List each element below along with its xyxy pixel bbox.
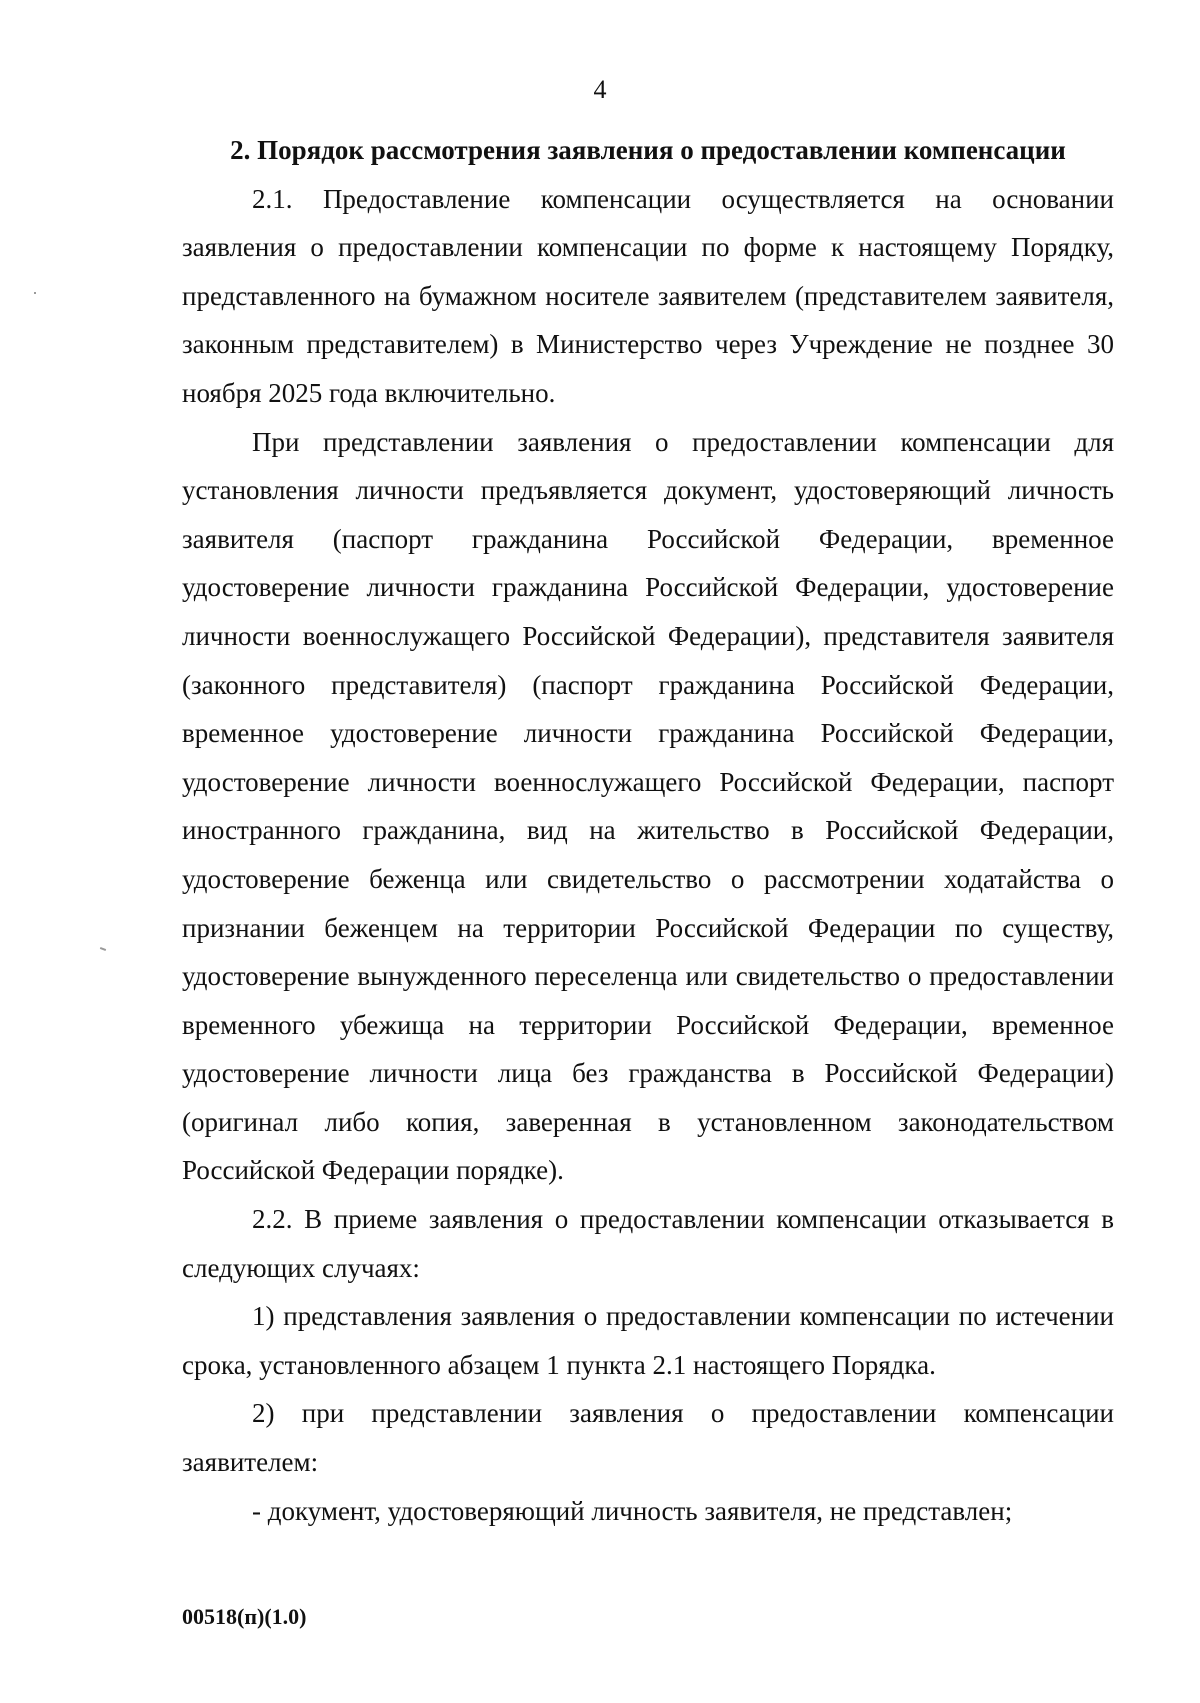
list-item-2: 2) при представлении заявления о предоставлении компенсации заявителем: <box>182 1398 1114 1478</box>
document-code: 00518(п)(1.0) <box>182 1604 307 1629</box>
page-number: 4 <box>593 75 607 104</box>
list-item-2-dash: - документ, удостоверяющий личность заявителя, не представлен; <box>252 1495 1013 1526</box>
paragraph-2-2: 2.2. В приеме заявления о предоставлении компенсации отказывается в следующих случаях: <box>182 1204 1114 1283</box>
paragraph-identity-documents: При представлении заявления о предоставлении компенсации для установления личности предъявляется документ, удостоверяющий личность заявителя (паспорт гражданина Российской Федерации, временное удостоверение личности гражданина Российской Федерации, удостоверение личности военнослужащего Российской Федерации), представителя заявителя (законного представителя) (паспорт гражданина Российской Федерации, временное удостоверение личности гражданина Российской Федерации, удостоверение личности военнослужащего Российской Федерации, паспорт иностранного гражданина, вид на жительство в Российской Федерации, удостоверение беженца или свидетельство о рассмотрении ходатайства о признании беженцем на территории Российской Федерации по существу, удостоверение вынужденного переселенца или свидетельство о предоставлении временного убежища на территории Российской Федерации, временное удостоверение личности лица без гражданства в Российской Федерации) (оригинал либо копия, заверенная в установленном законодательством Российской Федерации порядке). <box>182 426 1114 1186</box>
section-heading: 2. Порядок рассмотрения заявления о предоставлении компенсации <box>230 135 1066 165</box>
list-item-1: 1) представления заявления о предоставлении компенсации по истечении срока, установленного абзацем 1 пункта 2.1 настоящего Порядка. <box>182 1301 1114 1380</box>
paragraph-2-1: 2.1. Предоставление компенсации осуществляется на основании заявления о предоставлении компенсации по форме к настоящему Порядку, представленного на бумажном носителе заявителем (представителем заявителя, законным представителем) в Министерство через Учреждение не позднее 30 ноября 2025 года включительно. <box>182 183 1114 408</box>
scan-speck <box>34 292 36 294</box>
scan-speck <box>100 947 106 951</box>
document-body <box>182 126 1114 1535</box>
